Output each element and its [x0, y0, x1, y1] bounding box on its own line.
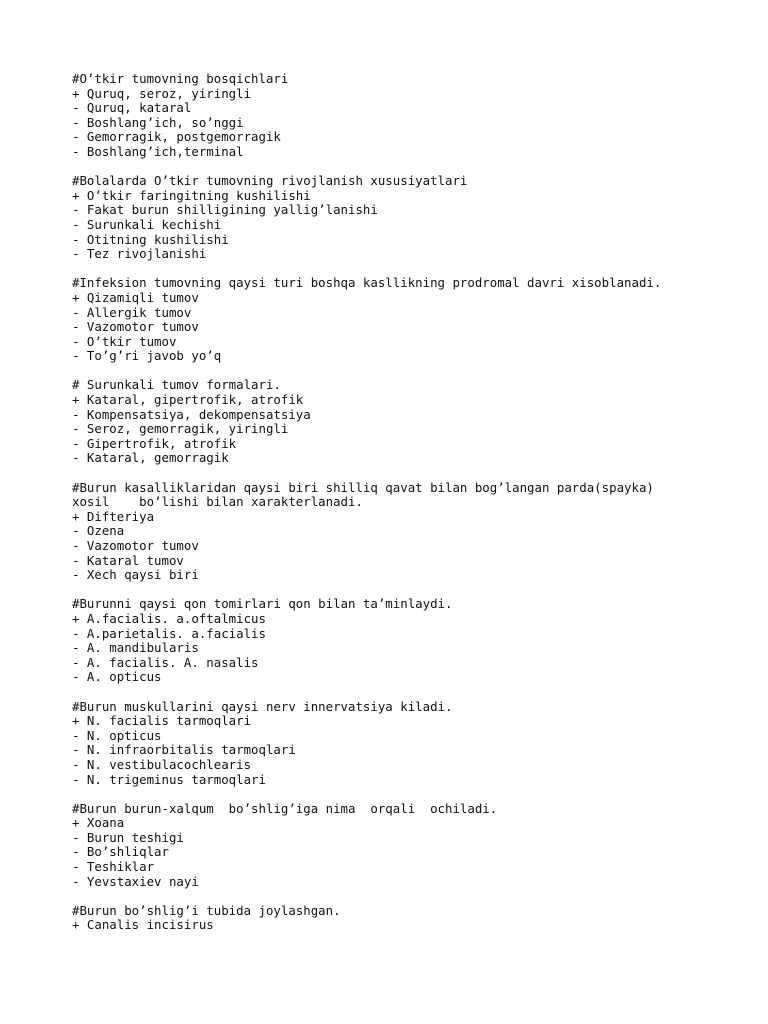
answer-option: + Quruq, seroz, yiringli: [72, 85, 252, 101]
answer-option: + Xoana: [72, 815, 125, 831]
question-text: #Burun bo’shlig’i tubida joylashgan.: [72, 902, 341, 918]
answer-option: - Boshlang’ich,terminal: [72, 143, 244, 159]
answer-option: - Kompensatsiya, dekompensatsiya: [72, 406, 311, 422]
question-block: [72, 174, 744, 262]
question-block: [72, 72, 744, 160]
question-text: #Bolalarda O’tkir tumovning rivojlanish xususiyatlari: [72, 173, 468, 189]
answer-option: - Xech qaysi biri: [72, 567, 199, 583]
answer-option: - Bo’shliqlar: [72, 844, 169, 860]
answer-option: - Seroz, gemorragik, yiringli: [72, 421, 289, 437]
question-text: #Burunni qaysi qon tomirlari qon bilan ta’minlaydi.: [72, 596, 453, 612]
answer-option: - Gipertrofik, atrofik: [72, 435, 237, 451]
answer-option: - Boshlang’ich, so’nggi: [72, 114, 244, 130]
question-block: [72, 597, 744, 685]
answer-option: - Fakat burun shilligining yallig’lanishi: [72, 202, 378, 218]
answer-option: + A.facialis. a.oftalmicus: [72, 610, 266, 626]
answer-option: - O’tkir tumov: [72, 333, 177, 349]
answer-option: + Kataral, gipertrofik, atrofik: [72, 392, 304, 408]
answer-option: - Allergik tumov: [72, 304, 192, 320]
question-block: [72, 802, 744, 890]
answer-option: + Difteriya: [72, 508, 155, 524]
question-text: #Burun burun-xalqum bo’shlig’iga nima orqali ochiladi.: [72, 800, 498, 816]
answer-option: - A. mandibularis: [72, 640, 199, 656]
answer-option: - Gemorragik, postgemorragik: [72, 129, 281, 145]
answer-option: - To’g’ri javob yo’q: [72, 348, 222, 364]
answer-option: - Vazomotor tumov: [72, 319, 199, 335]
answer-option: - N. opticus: [72, 727, 162, 743]
answer-option: - Vazomotor tumov: [72, 538, 199, 553]
answer-option: - N. vestibulacochlearis: [72, 756, 252, 772]
question-block: [72, 904, 744, 933]
answer-option: - A. opticus: [72, 669, 162, 685]
question-text: # Surunkali tumov formalari.: [72, 377, 281, 393]
answer-option: + N. facialis tarmoqlari: [72, 713, 252, 729]
answer-option: - A. facialis. A. nasalis: [72, 654, 259, 670]
question-text: #Burun kasalliklaridan qaysi biri shilliq qavat bilan bog’langan parda(spayka) xosil bo’lishi bilan xarakterlanadi.: [72, 479, 654, 510]
question-text: #O’tkir tumovning bosqichlari: [72, 71, 289, 86]
answer-option: - N. trigeminus tarmoqlari: [72, 771, 266, 787]
answer-option: + Qizamiqli tumov: [72, 289, 199, 305]
answer-option: - Yevstaxiev nayi: [72, 873, 199, 889]
question-block: [72, 378, 744, 466]
question-text: #Burun muskullarini qaysi nerv innervatsiya kiladi.: [72, 698, 453, 714]
answer-option: - Teshiklar: [72, 859, 155, 875]
document-page: [72, 72, 744, 948]
answer-option: + Canalis incisirus: [72, 917, 214, 933]
answer-option: - Otitning kushilishi: [72, 231, 229, 247]
question-block: [72, 481, 744, 583]
answer-option: + O’tkir faringitning kushilishi: [72, 187, 311, 203]
answer-option: - Kataral, gemorragik: [72, 450, 229, 466]
question-block: [72, 700, 744, 788]
question-text: #Infeksion tumovning qaysi turi boshqa kasllikning prodromal davri xisoblanadi.: [72, 275, 662, 291]
answer-option: - N. infraorbitalis tarmoqlari: [72, 742, 296, 758]
answer-option: - Tez rivojlanishi: [72, 246, 207, 262]
answer-option: - Ozena: [72, 523, 125, 539]
answer-option: - Burun teshigi: [72, 829, 184, 845]
answer-option: - A.parietalis. a.facialis: [72, 625, 266, 641]
answer-option: - Kataral tumov: [72, 552, 184, 568]
answer-option: - Surunkali kechishi: [72, 216, 222, 232]
question-block: [72, 276, 744, 364]
answer-option: - Quruq, kataral: [72, 100, 192, 116]
